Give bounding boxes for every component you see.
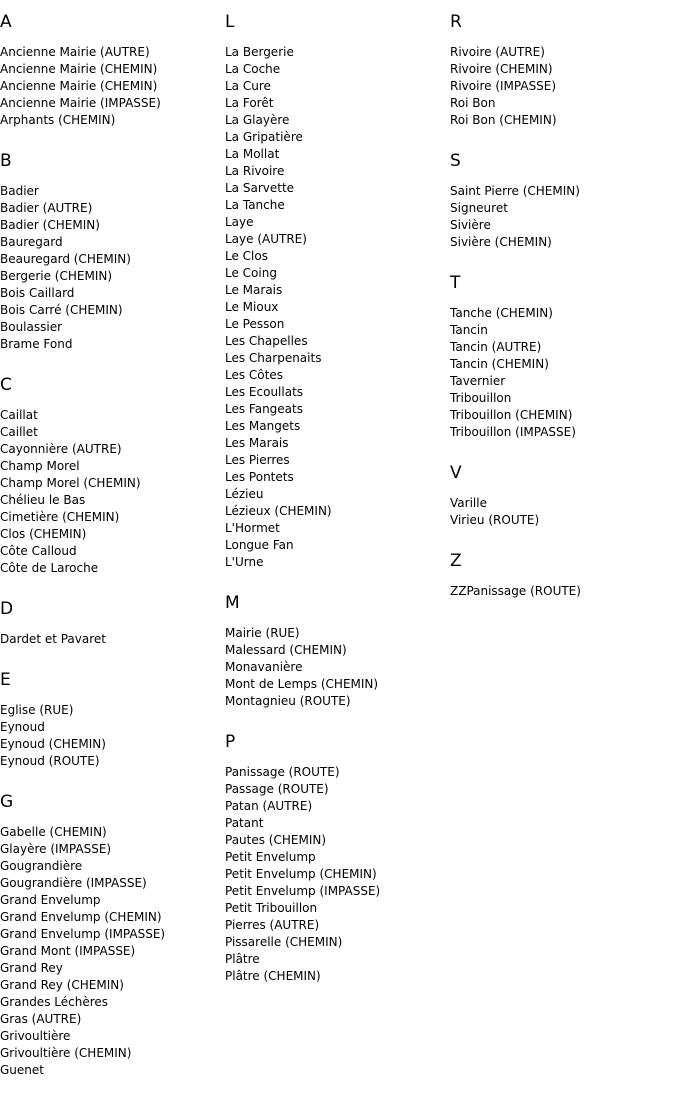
place-entry: Monavanière <box>225 660 303 674</box>
group-letter-heading: P <box>225 732 236 752</box>
place-entry: Tancin (AUTRE) <box>450 340 542 354</box>
place-entry: La Glayère <box>225 113 290 127</box>
place-entry: Longue Fan <box>225 538 294 552</box>
place-entry: Varille <box>450 496 487 510</box>
place-entry: Grand Rey <box>0 961 63 975</box>
place-entry: L'Urne <box>225 555 264 569</box>
place-entry: Patan (AUTRE) <box>225 799 313 813</box>
group-letter-heading: S <box>450 151 461 171</box>
place-entry: Pissarelle (CHEMIN) <box>225 935 343 949</box>
place-entry: Grand Mont (IMPASSE) <box>0 944 136 958</box>
place-entry: Lézieu <box>225 487 264 501</box>
place-entry: Champ Morel (CHEMIN) <box>0 476 141 490</box>
place-entry: Côte de Laroche <box>0 561 99 575</box>
place-entry: La Gripatière <box>225 130 303 144</box>
place-entry: Arphants (CHEMIN) <box>0 113 116 127</box>
letter-group-g <box>0 780 225 1089</box>
place-entry: Les Fangeats <box>225 402 303 416</box>
place-entry: Petit Tribouillon <box>225 901 318 915</box>
place-entry: La Mollat <box>225 147 280 161</box>
place-entry: Eynoud (ROUTE) <box>0 754 100 768</box>
place-entry: Petit Envelump (CHEMIN) <box>225 867 377 881</box>
entry-list <box>450 32 675 139</box>
place-entry: Les Ecoullats <box>225 385 304 399</box>
place-entry: Panissage (ROUTE) <box>225 765 340 779</box>
place-entry: La Bergerie <box>225 45 294 59</box>
place-entry: Tanche (CHEMIN) <box>450 306 553 320</box>
place-entry: Le Coing <box>225 266 277 280</box>
place-entry: Pierres (AUTRE) <box>225 918 320 932</box>
place-entry: Champ Morel <box>0 459 80 473</box>
group-letter-heading: A <box>0 12 12 32</box>
place-entry: Plâtre <box>225 952 260 966</box>
entry-list <box>0 32 225 139</box>
entry-list <box>225 32 450 581</box>
place-entry: Eynoud (CHEMIN) <box>0 737 106 751</box>
group-letter-heading: R <box>450 12 462 32</box>
place-entry: Le Clos <box>225 249 268 263</box>
place-entry: Eynoud <box>0 720 45 734</box>
entry-list <box>0 690 225 780</box>
place-entry: Guenet <box>0 1063 44 1077</box>
place-entry: Les Charpenaits <box>225 351 322 365</box>
place-entry: Roi Bon <box>450 96 496 110</box>
group-letter-heading: Z <box>450 551 462 571</box>
place-entry: Signeuret <box>450 201 508 215</box>
place-entry: Ancienne Mairie (CHEMIN) <box>0 79 158 93</box>
letter-group-b <box>0 139 225 363</box>
place-entry: Badier (AUTRE) <box>0 201 93 215</box>
place-entry: Les Mangets <box>225 419 301 433</box>
place-entry: Brame Fond <box>0 337 73 351</box>
letter-group-z <box>450 539 675 610</box>
place-entry: Roi Bon (CHEMIN) <box>450 113 557 127</box>
index-column-3 <box>450 0 675 610</box>
place-entry: L'Hormet <box>225 521 280 535</box>
place-entry: Tribouillon <box>450 391 512 405</box>
group-letter-heading: B <box>0 151 12 171</box>
place-entry: Gougrandière <box>0 859 83 873</box>
group-letter-heading: L <box>225 12 235 32</box>
group-letter-heading: T <box>450 273 461 293</box>
place-entry: La Coche <box>225 62 281 76</box>
place-entry: Cimetière (CHEMIN) <box>0 510 120 524</box>
place-entry: Mont de Lemps (CHEMIN) <box>225 677 379 691</box>
place-entry: La Rivoire <box>225 164 285 178</box>
group-letter-heading: C <box>0 375 12 395</box>
place-entry: Ancienne Mairie (CHEMIN) <box>0 62 158 76</box>
place-entry: Boulassier <box>0 320 63 334</box>
entry-list <box>225 613 450 720</box>
letter-group-p <box>225 720 450 995</box>
place-entry: Virieu (ROUTE) <box>450 513 540 527</box>
place-entry: Bauregard <box>0 235 63 249</box>
index-column-2 <box>225 0 450 995</box>
place-entry: Passage (ROUTE) <box>225 782 329 796</box>
place-entry: Le Marais <box>225 283 283 297</box>
place-entry: Lézieux (CHEMIN) <box>225 504 332 518</box>
place-entry: Grand Rey (CHEMIN) <box>0 978 124 992</box>
entry-list <box>450 571 675 610</box>
place-entry: Petit Envelump (IMPASSE) <box>225 884 381 898</box>
place-entry: Les Pontets <box>225 470 294 484</box>
place-entry: Tribouillon (CHEMIN) <box>450 408 573 422</box>
group-letter-heading: E <box>0 670 11 690</box>
place-entry: Grivoultière <box>0 1029 71 1043</box>
place-entry: Ancienne Mairie (AUTRE) <box>0 45 150 59</box>
place-entry: Eglise (RUE) <box>0 703 74 717</box>
place-entry: Bois Carré (CHEMIN) <box>0 303 123 317</box>
place-entry: Gabelle (CHEMIN) <box>0 825 107 839</box>
place-entry: La Tanche <box>225 198 285 212</box>
group-letter-heading: D <box>0 599 14 619</box>
place-entry: Grand Envelump <box>0 893 101 907</box>
letter-group-e <box>0 658 225 780</box>
place-entry: Les Pierres <box>225 453 290 467</box>
place-entry: Malessard (CHEMIN) <box>225 643 347 657</box>
place-entry: Caillat <box>0 408 38 422</box>
place-entry: Gras (AUTRE) <box>0 1012 82 1026</box>
place-entry: Laye (AUTRE) <box>225 232 307 246</box>
place-entry: Mairie (RUE) <box>225 626 300 640</box>
place-entry: Ancienne Mairie (IMPASSE) <box>0 96 161 110</box>
place-entry: La Sarvette <box>225 181 295 195</box>
entry-list <box>0 395 225 587</box>
letter-group-s <box>450 139 675 261</box>
place-entry: La Forêt <box>225 96 274 110</box>
letter-group-r <box>450 0 675 139</box>
entry-list <box>0 619 225 658</box>
place-entry: Côte Calloud <box>0 544 77 558</box>
place-entry: Grand Envelump (CHEMIN) <box>0 910 162 924</box>
place-entry: Les Côtes <box>225 368 283 382</box>
place-entry: Badier (CHEMIN) <box>0 218 100 232</box>
place-entry: Glayère (IMPASSE) <box>0 842 112 856</box>
group-letter-heading: M <box>225 593 240 613</box>
place-entry: Tavernier <box>450 374 506 388</box>
place-entry: Beauregard (CHEMIN) <box>0 252 131 266</box>
entry-list <box>0 171 225 363</box>
letter-group-m <box>225 581 450 720</box>
place-entry: Tribouillon (IMPASSE) <box>450 425 576 439</box>
place-entry: La Cure <box>225 79 271 93</box>
place-entry: Rivoire (AUTRE) <box>450 45 545 59</box>
place-entry: Gougrandière (IMPASSE) <box>0 876 147 890</box>
place-entry: Rivoire (IMPASSE) <box>450 79 557 93</box>
place-entry: Tancin <box>450 323 488 337</box>
entry-list <box>450 293 675 451</box>
place-entry: Grivoultière (CHEMIN) <box>0 1046 132 1060</box>
place-entry: Patant <box>225 816 264 830</box>
place-entry: Dardet et Pavaret <box>0 632 107 646</box>
place-entry: Tancin (CHEMIN) <box>450 357 549 371</box>
place-entry: Le Pesson <box>225 317 285 331</box>
place-entry: Plâtre (CHEMIN) <box>225 969 321 983</box>
letter-group-v <box>450 451 675 539</box>
place-entry: Petit Envelump <box>225 850 316 864</box>
place-entry: Les Chapelles <box>225 334 308 348</box>
place-entry: Montagnieu (ROUTE) <box>225 694 351 708</box>
letter-group-c <box>0 363 225 587</box>
place-entry: ZZPanissage (ROUTE) <box>450 584 581 598</box>
place-entry: Bergerie (CHEMIN) <box>0 269 113 283</box>
place-entry: Cayonnière (AUTRE) <box>0 442 122 456</box>
place-entry: Le Mioux <box>225 300 279 314</box>
place-entry: Saint Pierre (CHEMIN) <box>450 184 580 198</box>
entry-list <box>225 752 450 995</box>
entry-list <box>0 812 225 1089</box>
letter-group-d <box>0 587 225 658</box>
place-entry: Sivière <box>450 218 491 232</box>
place-entry: Badier <box>0 184 39 198</box>
place-entry: Grand Envelump (IMPASSE) <box>0 927 166 941</box>
entry-list <box>450 171 675 261</box>
place-entry: Grandes Léchères <box>0 995 109 1009</box>
group-letter-heading: V <box>450 463 462 483</box>
letter-group-t <box>450 261 675 451</box>
place-entry: Sivière (CHEMIN) <box>450 235 552 249</box>
place-entry: Clos (CHEMIN) <box>0 527 87 541</box>
group-letter-heading: G <box>0 792 14 812</box>
place-entry: Les Marais <box>225 436 289 450</box>
letter-group-a <box>0 0 225 139</box>
place-entry: Rivoire (CHEMIN) <box>450 62 553 76</box>
place-entry: Chélieu le Bas <box>0 493 86 507</box>
place-entry: Caillet <box>0 425 38 439</box>
place-entry: Pautes (CHEMIN) <box>225 833 327 847</box>
place-entry: Laye <box>225 215 254 229</box>
place-entry: Bois Caillard <box>0 286 75 300</box>
entry-list <box>450 483 675 539</box>
index-column-1 <box>0 0 225 1089</box>
letter-group-l <box>225 0 450 581</box>
